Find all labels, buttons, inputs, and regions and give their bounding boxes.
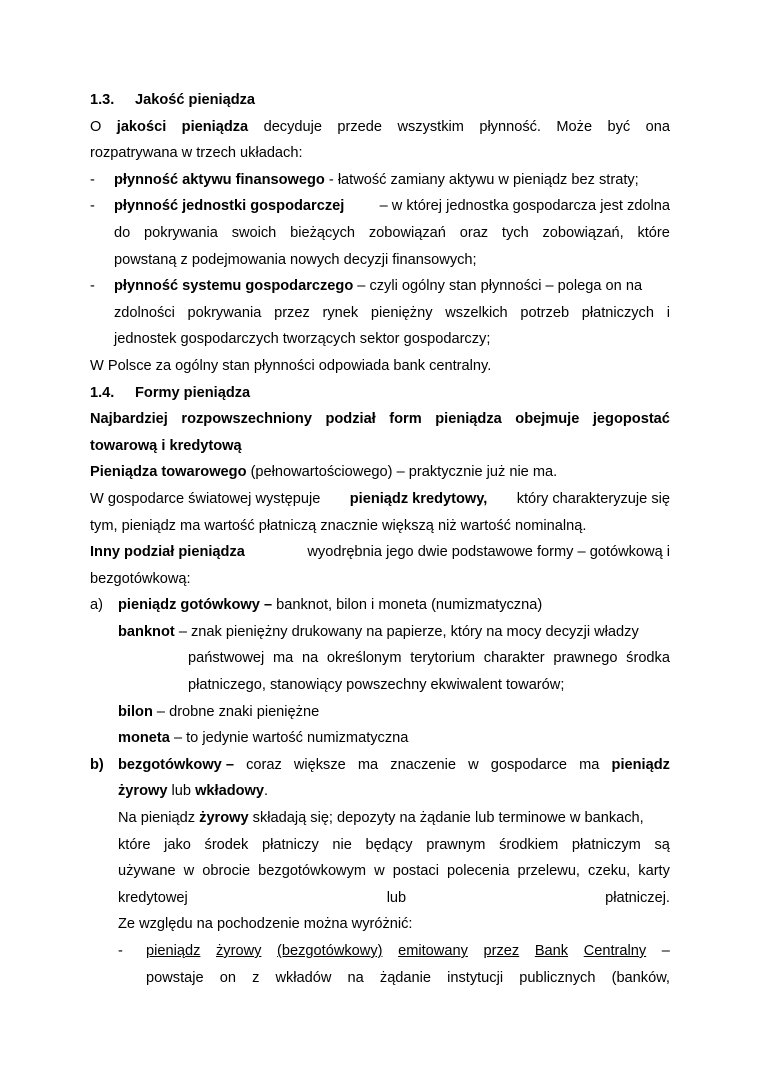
text-span: lub xyxy=(167,783,196,800)
text-span: wszelkich xyxy=(445,304,508,321)
text-span: (banków, xyxy=(611,969,670,986)
text-span: bieżących xyxy=(290,224,356,241)
text-span: pieniądz gotówkowy – xyxy=(118,597,273,614)
text-span: środkiem xyxy=(499,836,559,853)
definition-continuation xyxy=(90,645,670,672)
definition-continuation xyxy=(90,672,670,699)
text-span: Bank xyxy=(534,943,569,959)
text-span: żyrowy xyxy=(118,783,168,800)
paragraph-line: rozpatrywana w trzech układach: xyxy=(90,145,303,162)
text-span: przelewu, xyxy=(517,863,580,880)
list-item-continuation xyxy=(90,300,670,327)
section-title: Formy pieniądza xyxy=(135,384,251,401)
text-span: płynność jednostki gospodarczej xyxy=(114,198,345,215)
text-span: obrocie xyxy=(202,863,251,880)
text-span: pokrywania xyxy=(187,304,262,321)
text-span: W gospodarce światowej występuje xyxy=(90,490,321,507)
text-span: banknot, bilon i moneta (numizmatyczna) xyxy=(272,597,543,614)
paragraph-line: W Polsce za ogólny stan płynności odpowiada bank centralny. xyxy=(90,357,492,374)
list-item-continuation xyxy=(90,247,670,274)
list-item-continuation xyxy=(90,778,670,805)
paragraph-line xyxy=(90,114,670,141)
list-item xyxy=(90,167,670,194)
text-span: znaczenie xyxy=(390,756,456,773)
text-span: emitowany xyxy=(398,943,468,959)
text-span: – w której jednostka gospodarcza jest zdolna xyxy=(379,198,670,215)
text-span: będący xyxy=(365,836,413,853)
text-span: w xyxy=(183,863,195,880)
definition-moneta xyxy=(90,725,670,752)
text-span: przede xyxy=(337,118,383,135)
text-span: moneta xyxy=(118,730,170,747)
text-span: przez xyxy=(274,304,310,321)
text-span: gospodarce xyxy=(490,756,568,773)
section-title: Jakość pieniądza xyxy=(135,92,256,108)
sub-list-item xyxy=(90,938,670,965)
list-item-a xyxy=(90,592,670,619)
text-span: ona xyxy=(645,118,670,135)
paragraph-line xyxy=(90,486,670,513)
text-span: prawnym xyxy=(426,836,486,853)
paragraph-line xyxy=(90,406,670,433)
text-span: (bezgotówkowy) xyxy=(277,943,383,959)
text-span: ma xyxy=(272,650,294,667)
text-span: decyduje xyxy=(263,118,322,135)
text-span: Inny podział pieniądza xyxy=(90,544,245,561)
text-span: wkładowy xyxy=(195,783,265,800)
text-span: czeku, xyxy=(588,863,631,880)
text-span: potrzeb xyxy=(520,304,570,321)
text-span: on xyxy=(219,969,236,986)
text-span: nie xyxy=(332,836,352,853)
text-span: pieniądz kredytowy, xyxy=(349,490,488,507)
section-number: 1.4. xyxy=(90,384,115,401)
text-span: w xyxy=(374,863,385,880)
text-span: zobowiązań, xyxy=(542,224,624,241)
list-marker: b) xyxy=(90,756,104,773)
text-span: środka xyxy=(626,650,670,667)
text-span: które xyxy=(118,836,151,853)
text-span: form xyxy=(389,411,422,428)
text-span: polecenia xyxy=(447,863,510,880)
text-span: do xyxy=(114,224,131,241)
text-span: Ze względu na pochodzenie można wyróżnić: xyxy=(118,916,413,933)
text-span: Pieniądza towarowego xyxy=(90,464,247,481)
text-span: płatniczych xyxy=(581,304,654,321)
text-span: z xyxy=(252,969,260,986)
text-span: - łatwość zamiany aktywu w pieniądz bez straty; xyxy=(324,171,639,188)
paragraph-line xyxy=(90,805,670,832)
text-span: podział xyxy=(325,411,376,428)
text-span: bezgotówkowym xyxy=(258,863,367,880)
list-marker: - xyxy=(118,943,123,959)
text-span: terytorium xyxy=(410,650,476,667)
text-span: rynek xyxy=(322,304,359,321)
text-span: który charakteryzuje się xyxy=(516,490,670,507)
text-span: płynność systemu gospodarczego xyxy=(114,278,354,295)
text-span: pieniądza xyxy=(435,411,502,428)
text-span: pokrywania xyxy=(144,224,218,241)
paragraph-line xyxy=(90,433,670,460)
text-span: karty xyxy=(638,863,670,880)
list-marker: - xyxy=(90,198,95,215)
text-span: Najbardziej xyxy=(90,411,168,428)
text-span: Centralny xyxy=(583,943,647,959)
text-span: płatniczej. xyxy=(605,889,670,906)
paragraph-line xyxy=(90,539,670,566)
list-marker: - xyxy=(90,278,95,295)
paragraph-line xyxy=(90,858,670,885)
text-span: jegopostać xyxy=(592,411,670,428)
text-span: żyrowy xyxy=(199,810,249,827)
text-span: płynność. xyxy=(479,118,541,135)
list-item-b xyxy=(90,752,670,779)
text-span: powstaje xyxy=(146,969,204,986)
paragraph-line: tym, pieniądz ma wartość płatniczą znacznie większą niż wartość nominalną. xyxy=(90,517,587,534)
document-page xyxy=(90,87,670,991)
text-span: przez xyxy=(483,943,520,959)
text-span: rozpowszechniony xyxy=(181,411,312,428)
paragraph-line xyxy=(90,832,670,859)
section-number: 1.3. xyxy=(90,92,115,108)
text-span: (pełnowartościowego) – praktycznie już nie ma. xyxy=(246,464,558,481)
text-span: pieniężny xyxy=(370,304,433,321)
text-span: być xyxy=(607,118,631,135)
text-span: są xyxy=(654,836,670,853)
text-span: płatniczy xyxy=(261,836,319,853)
text-span: jednostek gospodarczych tworzących sektor gospodarczy; xyxy=(114,331,491,348)
paragraph-line xyxy=(90,911,670,938)
text-span: – xyxy=(661,943,670,959)
text-span: kredytowej xyxy=(118,889,188,906)
text-span: żądanie xyxy=(379,969,432,986)
paragraph-line xyxy=(90,459,670,486)
text-span: zobowiązań xyxy=(368,224,446,241)
text-span: płatniczym xyxy=(571,836,641,853)
text-span: na xyxy=(347,969,364,986)
text-span: powstaną z podejmowania nowych decyzji finansowych; xyxy=(114,251,477,268)
text-span: instytucji xyxy=(447,969,504,986)
text-span: pieniądz xyxy=(146,943,201,959)
sub-list-continuation xyxy=(90,965,670,992)
list-marker: a) xyxy=(90,597,103,614)
text-span: ma xyxy=(357,756,379,773)
text-span: jakości xyxy=(116,118,167,135)
text-span: – to jedynie wartość numizmatyczna xyxy=(169,730,409,747)
text-span: – czyli ogólny stan płynności – polega on na xyxy=(357,278,643,295)
text-span: oraz xyxy=(459,224,489,241)
text-span: bilon xyxy=(118,703,153,720)
text-span: pieniądza xyxy=(181,118,249,135)
definition-bilon xyxy=(90,699,670,726)
text-span: które xyxy=(637,224,670,241)
text-span: lub xyxy=(386,889,407,906)
list-item-continuation xyxy=(90,220,670,247)
text-span: płatniczego, stanowiący powszechny ekwiwalent towarów; xyxy=(188,677,565,694)
text-span: używane xyxy=(118,863,176,880)
list-item-continuation xyxy=(90,326,670,353)
section-heading-1-3 xyxy=(90,87,670,114)
text-span: O xyxy=(90,118,102,135)
text-span: postaci xyxy=(392,863,439,880)
text-span: towarową i kredytową xyxy=(90,437,242,454)
text-span: na xyxy=(301,650,319,667)
text-span: składają się; depozyty na żądanie lub terminowe w bankach, xyxy=(248,810,644,827)
text-span: i xyxy=(666,304,670,321)
text-span: swoich xyxy=(231,224,277,241)
text-span: obejmuje xyxy=(515,411,580,428)
text-span: – drobne znaki pieniężne xyxy=(152,703,320,720)
text-span: Na pieniądz xyxy=(118,810,200,827)
list-marker: - xyxy=(90,171,95,188)
list-item xyxy=(90,273,670,300)
definition-banknot xyxy=(90,619,670,646)
text-span: żyrowy xyxy=(216,943,262,959)
text-span: większe xyxy=(293,756,346,773)
text-span: wyodrębnia jego dwie podstawowe formy – gotówkową i xyxy=(307,544,670,561)
text-span: ma xyxy=(579,756,600,773)
list-item xyxy=(90,193,670,220)
section-heading-1-4 xyxy=(90,380,670,407)
text-span: prawnego xyxy=(553,650,618,667)
paragraph-line xyxy=(90,885,670,912)
text-span: banknot xyxy=(118,623,175,640)
text-span: zdolności xyxy=(114,304,175,321)
text-span: w xyxy=(468,756,479,773)
text-span: . xyxy=(264,783,269,800)
text-span: bezgotówkowy – xyxy=(118,756,234,773)
text-span: wkładów xyxy=(275,969,332,986)
text-span: jako xyxy=(164,836,191,853)
text-span: środek xyxy=(204,836,249,853)
paragraph-line: bezgotówkową: xyxy=(90,570,191,587)
text-span: państwowej xyxy=(188,650,265,667)
text-span: pieniądz xyxy=(611,756,670,773)
text-span: publicznych xyxy=(519,969,596,986)
text-span: wszystkim xyxy=(397,118,464,135)
text-span: tych xyxy=(501,224,529,241)
text-span: płynność aktywu finansowego xyxy=(114,171,325,188)
text-span: określonym xyxy=(326,650,402,667)
text-span: coraz xyxy=(246,756,282,773)
text-span: Może xyxy=(556,118,593,135)
text-span: – znak pieniężny drukowany na papierze, który na mocy decyzji władzy xyxy=(174,623,639,640)
text-span: charakter xyxy=(483,650,545,667)
